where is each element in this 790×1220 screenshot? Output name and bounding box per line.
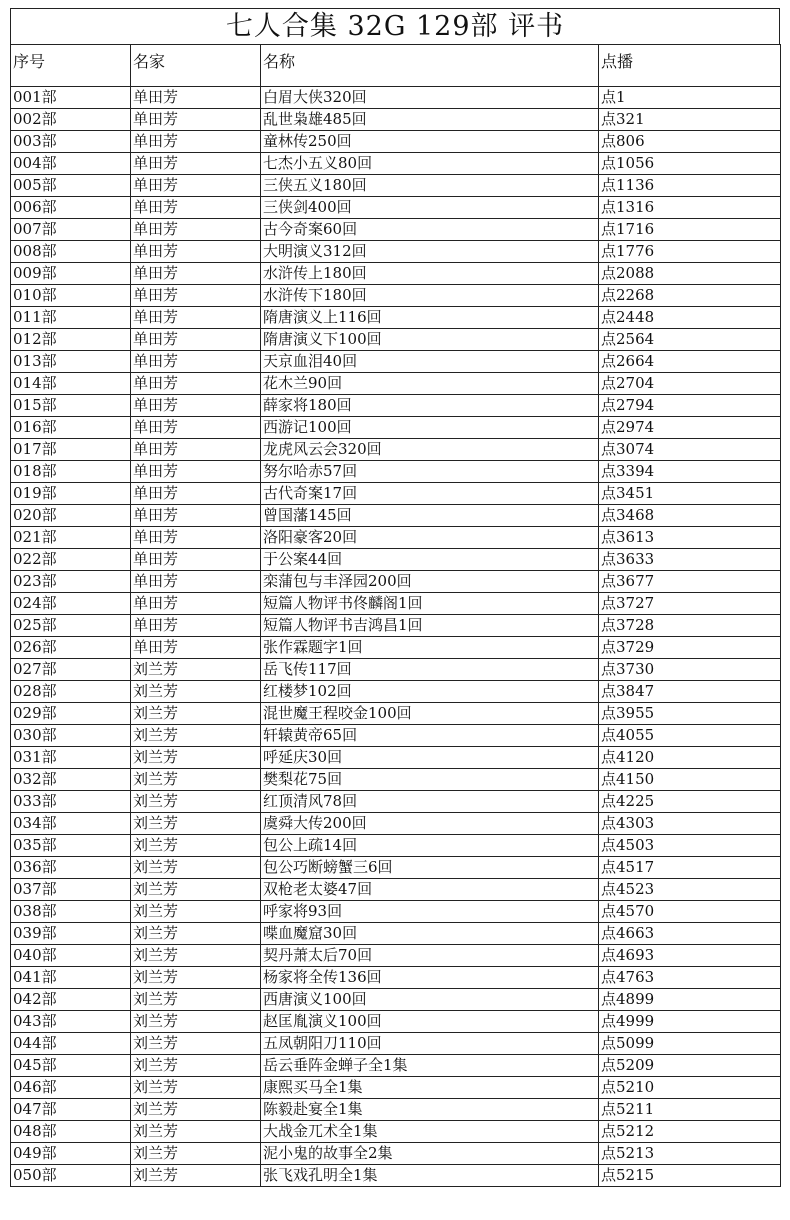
track-cell: 点3074 [599,439,781,461]
track-cell: 点4225 [599,791,781,813]
table-row [11,1099,781,1121]
artist-cell: 单田芳 [131,329,261,351]
table-row [11,395,781,417]
table-row [11,1033,781,1055]
artist-cell: 单田芳 [131,439,261,461]
track-cell: 点4763 [599,967,781,989]
serial-cell: 030部 [11,725,131,747]
table-row [11,1121,781,1143]
table-row [11,153,781,175]
serial-cell: 037部 [11,879,131,901]
artist-cell: 刘兰芳 [131,1055,261,1077]
artist-cell: 单田芳 [131,153,261,175]
track-cell: 点3729 [599,637,781,659]
table-row [11,527,781,549]
serial-cell: 004部 [11,153,131,175]
title-cell: 乱世枭雄485回 [261,109,599,131]
table-row [11,175,781,197]
artist-cell: 单田芳 [131,87,261,109]
title-cell: 五凤朝阳刀110回 [261,1033,599,1055]
serial-cell: 041部 [11,967,131,989]
artist-cell: 刘兰芳 [131,835,261,857]
track-cell: 点3633 [599,549,781,571]
table-row [11,901,781,923]
track-cell: 点2564 [599,329,781,351]
serial-cell: 022部 [11,549,131,571]
title-cell: 陈毅赴宴全1集 [261,1099,599,1121]
track-cell: 点1 [599,87,781,109]
serial-cell: 043部 [11,1011,131,1033]
serial-cell: 040部 [11,945,131,967]
artist-cell: 单田芳 [131,219,261,241]
title-cell: 童林传250回 [261,131,599,153]
artist-cell: 单田芳 [131,197,261,219]
serial-cell: 007部 [11,219,131,241]
title-cell: 水浒传上180回 [261,263,599,285]
table-row [11,285,781,307]
page-title: 七人合集 32G 129部 评书 [10,8,780,44]
title-cell: 努尔哈赤57回 [261,461,599,483]
table-row [11,945,781,967]
artist-cell: 刘兰芳 [131,769,261,791]
title-cell: 红顶清风78回 [261,791,599,813]
table-row [11,659,781,681]
table-row [11,439,781,461]
artist-cell: 单田芳 [131,527,261,549]
track-cell: 点4120 [599,747,781,769]
table-row [11,967,781,989]
artist-cell: 刘兰芳 [131,1143,261,1165]
serial-cell: 015部 [11,395,131,417]
serial-cell: 050部 [11,1165,131,1187]
table-row [11,1165,781,1187]
artist-cell: 单田芳 [131,241,261,263]
table-row [11,307,781,329]
artist-cell: 单田芳 [131,351,261,373]
serial-cell: 032部 [11,769,131,791]
table-row [11,593,781,615]
serial-cell: 002部 [11,109,131,131]
artist-cell: 刘兰芳 [131,1077,261,1099]
table-row [11,241,781,263]
table-row [11,109,781,131]
track-cell: 点2704 [599,373,781,395]
track-cell: 点1056 [599,153,781,175]
table-row [11,725,781,747]
title-cell: 短篇人物评书佟麟阁1回 [261,593,599,615]
serial-cell: 042部 [11,989,131,1011]
track-cell: 点3613 [599,527,781,549]
track-cell: 点4663 [599,923,781,945]
serial-cell: 014部 [11,373,131,395]
table-row [11,461,781,483]
artist-cell: 单田芳 [131,615,261,637]
artist-cell: 单田芳 [131,483,261,505]
track-cell: 点3677 [599,571,781,593]
serial-cell: 006部 [11,197,131,219]
title-cell: 虞舜大传200回 [261,813,599,835]
track-cell: 点5211 [599,1099,781,1121]
artist-cell: 刘兰芳 [131,901,261,923]
artist-cell: 刘兰芳 [131,1165,261,1187]
title-cell: 双枪老太婆47回 [261,879,599,901]
table-row [11,373,781,395]
track-cell: 点4517 [599,857,781,879]
track-cell: 点4693 [599,945,781,967]
serial-cell: 035部 [11,835,131,857]
track-cell: 点3394 [599,461,781,483]
serial-cell: 025部 [11,615,131,637]
table-row [11,549,781,571]
artist-cell: 刘兰芳 [131,1033,261,1055]
table-row [11,329,781,351]
title-cell: 三侠五义180回 [261,175,599,197]
artist-cell: 刘兰芳 [131,857,261,879]
title-cell: 樊梨花75回 [261,769,599,791]
serial-cell: 031部 [11,747,131,769]
title-cell: 洛阳豪客20回 [261,527,599,549]
track-cell: 点3847 [599,681,781,703]
track-cell: 点321 [599,109,781,131]
title-cell: 呼家将93回 [261,901,599,923]
title-cell: 混世魔王程咬金100回 [261,703,599,725]
title-cell: 龙虎风云会320回 [261,439,599,461]
artist-cell: 单田芳 [131,461,261,483]
serial-cell: 029部 [11,703,131,725]
serial-cell: 034部 [11,813,131,835]
serial-cell: 020部 [11,505,131,527]
artist-cell: 刘兰芳 [131,747,261,769]
table-row [11,989,781,1011]
artist-cell: 单田芳 [131,307,261,329]
artist-cell: 单田芳 [131,549,261,571]
table-row [11,571,781,593]
serial-cell: 016部 [11,417,131,439]
artist-cell: 单田芳 [131,593,261,615]
track-cell: 点3727 [599,593,781,615]
artist-cell: 单田芳 [131,637,261,659]
serial-cell: 039部 [11,923,131,945]
title-cell: 包公巧断螃蟹三6回 [261,857,599,879]
serial-cell: 038部 [11,901,131,923]
track-cell: 点5213 [599,1143,781,1165]
catalog-table [10,44,781,1187]
title-cell: 白眉大侠320回 [261,87,599,109]
track-cell: 点2268 [599,285,781,307]
title-cell: 薛家将180回 [261,395,599,417]
artist-cell: 单田芳 [131,263,261,285]
serial-cell: 027部 [11,659,131,681]
table-row [11,1077,781,1099]
header-serial: 序号 [11,45,131,87]
track-cell: 点4303 [599,813,781,835]
title-cell: 西游记100回 [261,417,599,439]
track-cell: 点1716 [599,219,781,241]
artist-cell: 刘兰芳 [131,945,261,967]
title-cell: 于公案44回 [261,549,599,571]
serial-cell: 001部 [11,87,131,109]
serial-cell: 008部 [11,241,131,263]
track-cell: 点2664 [599,351,781,373]
artist-cell: 刘兰芳 [131,1011,261,1033]
title-cell: 七杰小五义80回 [261,153,599,175]
title-cell: 赵匡胤演义100回 [261,1011,599,1033]
track-cell: 点3955 [599,703,781,725]
serial-cell: 019部 [11,483,131,505]
serial-cell: 047部 [11,1099,131,1121]
track-cell: 点5099 [599,1033,781,1055]
track-cell: 点4999 [599,1011,781,1033]
title-cell: 水浒传下180回 [261,285,599,307]
serial-cell: 028部 [11,681,131,703]
track-cell: 点5209 [599,1055,781,1077]
table-row [11,813,781,835]
title-cell: 隋唐演义下100回 [261,329,599,351]
table-row [11,87,781,109]
table-row [11,681,781,703]
table-row [11,351,781,373]
title-cell: 花木兰90回 [261,373,599,395]
table-row [11,747,781,769]
title-cell: 岳飞传117回 [261,659,599,681]
artist-cell: 刘兰芳 [131,1099,261,1121]
title-cell: 喋血魔窟30回 [261,923,599,945]
header-title: 名称 [261,45,599,87]
table-row [11,219,781,241]
title-cell: 红楼梦102回 [261,681,599,703]
artist-cell: 单田芳 [131,285,261,307]
serial-cell: 005部 [11,175,131,197]
artist-cell: 刘兰芳 [131,1121,261,1143]
track-cell: 点1776 [599,241,781,263]
serial-cell: 012部 [11,329,131,351]
title-cell: 轩辕黄帝65回 [261,725,599,747]
track-cell: 点2974 [599,417,781,439]
artist-cell: 单田芳 [131,131,261,153]
artist-cell: 单田芳 [131,417,261,439]
header-artist: 名家 [131,45,261,87]
artist-cell: 刘兰芳 [131,725,261,747]
table-row [11,703,781,725]
title-cell: 短篇人物评书吉鸿昌1回 [261,615,599,637]
title-cell: 古代奇案17回 [261,483,599,505]
title-cell: 包公上疏14回 [261,835,599,857]
table-row [11,505,781,527]
track-cell: 点2794 [599,395,781,417]
serial-cell: 017部 [11,439,131,461]
serial-cell: 049部 [11,1143,131,1165]
artist-cell: 刘兰芳 [131,923,261,945]
header-row [11,45,781,87]
table-row [11,879,781,901]
title-cell: 康熙买马全1集 [261,1077,599,1099]
title-cell: 天京血泪40回 [261,351,599,373]
serial-cell: 048部 [11,1121,131,1143]
serial-cell: 036部 [11,857,131,879]
title-cell: 西唐演义100回 [261,989,599,1011]
track-cell: 点5215 [599,1165,781,1187]
table-row [11,197,781,219]
table-row [11,923,781,945]
table-row [11,483,781,505]
track-cell: 点1136 [599,175,781,197]
table-row [11,263,781,285]
serial-cell: 046部 [11,1077,131,1099]
track-cell: 点4570 [599,901,781,923]
track-cell: 点4899 [599,989,781,1011]
serial-cell: 013部 [11,351,131,373]
serial-cell: 021部 [11,527,131,549]
title-cell: 张飞戏孔明全1集 [261,1165,599,1187]
track-cell: 点2448 [599,307,781,329]
artist-cell: 单田芳 [131,505,261,527]
track-cell: 点4055 [599,725,781,747]
table-row [11,1011,781,1033]
title-cell: 契丹萧太后70回 [261,945,599,967]
catalog-sheet [10,8,780,1187]
track-cell: 点3728 [599,615,781,637]
serial-cell: 003部 [11,131,131,153]
artist-cell: 刘兰芳 [131,681,261,703]
title-cell: 张作霖题字1回 [261,637,599,659]
track-cell: 点1316 [599,197,781,219]
table-row [11,769,781,791]
track-cell: 点3451 [599,483,781,505]
title-cell: 隋唐演义上116回 [261,307,599,329]
artist-cell: 刘兰芳 [131,791,261,813]
title-cell: 泥小鬼的故事全2集 [261,1143,599,1165]
serial-cell: 026部 [11,637,131,659]
title-cell: 古今奇案60回 [261,219,599,241]
serial-cell: 009部 [11,263,131,285]
title-cell: 杨家将全传136回 [261,967,599,989]
title-cell: 大战金兀术全1集 [261,1121,599,1143]
table-row [11,417,781,439]
artist-cell: 单田芳 [131,109,261,131]
track-cell: 点2088 [599,263,781,285]
header-track: 点播 [599,45,781,87]
catalog-table-body [11,45,781,1187]
artist-cell: 单田芳 [131,571,261,593]
track-cell: 点5210 [599,1077,781,1099]
artist-cell: 单田芳 [131,395,261,417]
serial-cell: 018部 [11,461,131,483]
table-row [11,835,781,857]
table-row [11,615,781,637]
track-cell: 点806 [599,131,781,153]
serial-cell: 023部 [11,571,131,593]
title-cell: 曾国藩145回 [261,505,599,527]
table-row [11,1143,781,1165]
artist-cell: 刘兰芳 [131,879,261,901]
title-cell: 岳云垂阵金蝉子全1集 [261,1055,599,1077]
serial-cell: 011部 [11,307,131,329]
artist-cell: 单田芳 [131,175,261,197]
artist-cell: 刘兰芳 [131,989,261,1011]
artist-cell: 刘兰芳 [131,967,261,989]
table-row [11,1055,781,1077]
artist-cell: 刘兰芳 [131,659,261,681]
artist-cell: 刘兰芳 [131,703,261,725]
track-cell: 点3468 [599,505,781,527]
track-cell: 点5212 [599,1121,781,1143]
serial-cell: 010部 [11,285,131,307]
track-cell: 点4523 [599,879,781,901]
table-row [11,131,781,153]
track-cell: 点3730 [599,659,781,681]
title-cell: 大明演义312回 [261,241,599,263]
track-cell: 点4150 [599,769,781,791]
track-cell: 点4503 [599,835,781,857]
table-row [11,857,781,879]
artist-cell: 单田芳 [131,373,261,395]
title-cell: 栾蒲包与丰泽园200回 [261,571,599,593]
serial-cell: 024部 [11,593,131,615]
title-cell: 呼延庆30回 [261,747,599,769]
serial-cell: 033部 [11,791,131,813]
table-row [11,637,781,659]
serial-cell: 044部 [11,1033,131,1055]
serial-cell: 045部 [11,1055,131,1077]
title-cell: 三侠剑400回 [261,197,599,219]
artist-cell: 刘兰芳 [131,813,261,835]
table-row [11,791,781,813]
